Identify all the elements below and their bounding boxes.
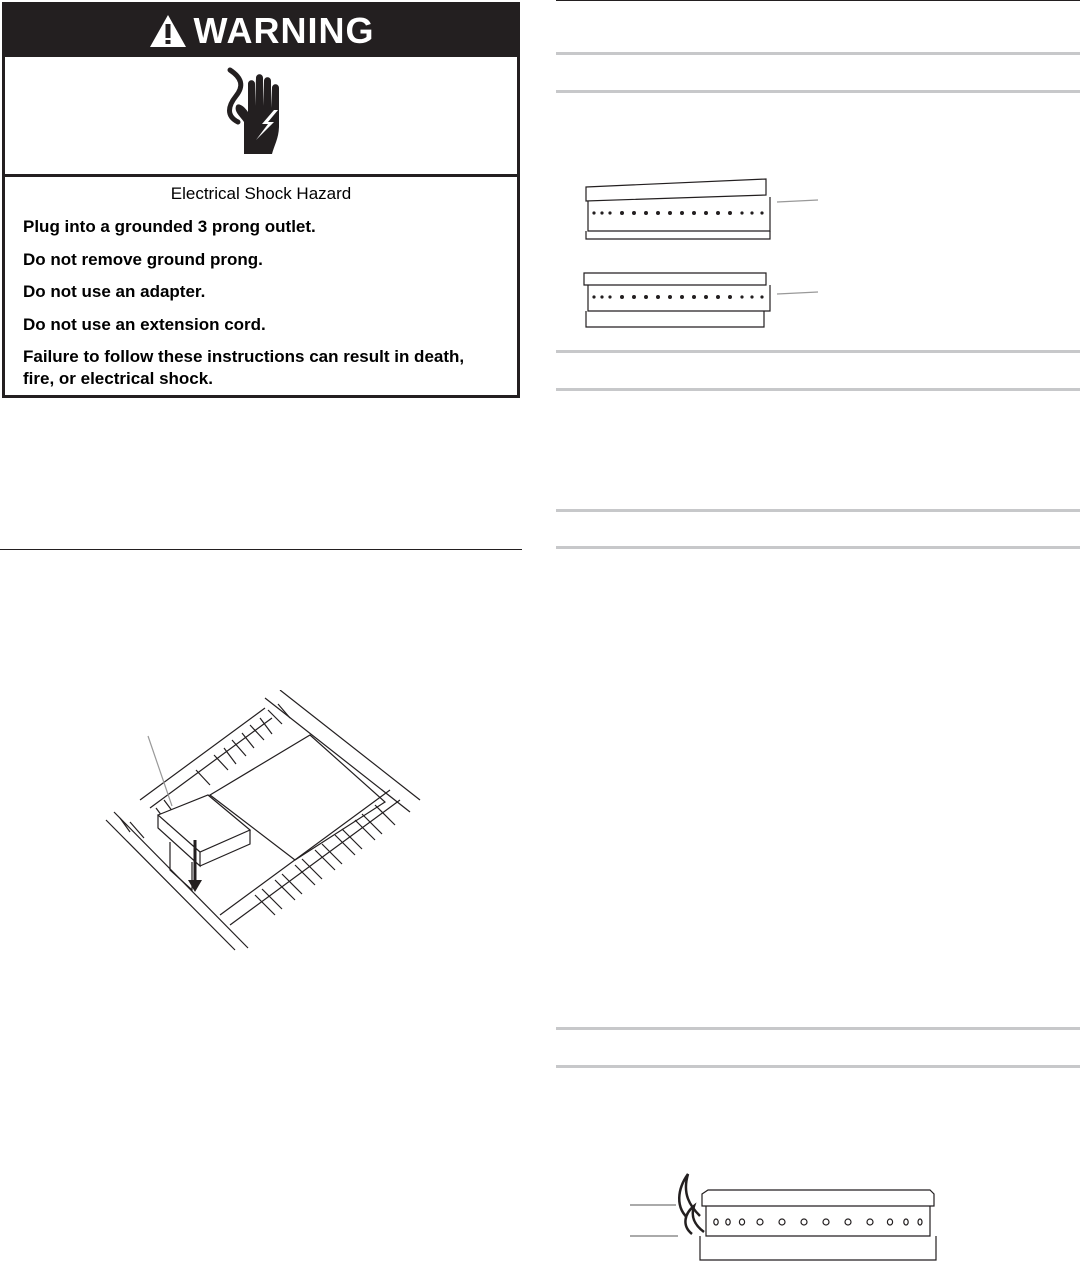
warning-header (5, 5, 517, 57)
burner-cap-placement-illustration (100, 690, 440, 955)
section-rule (556, 546, 1080, 549)
section-rule (556, 52, 1080, 55)
instruction-no-adapter: Do not use an adapter. (23, 282, 206, 301)
instruction-grounded-outlet: Plug into a grounded 3 prong outlet. (23, 217, 316, 236)
electrical-shock-hand-icon (216, 66, 306, 166)
aligned-burner-cap (584, 273, 818, 327)
burner-flame-illustration (630, 1170, 940, 1264)
section-rule (556, 350, 1080, 353)
warning-body (5, 177, 517, 395)
section-rule (556, 388, 1080, 391)
instruction-no-extension-cord: Do not use an extension cord. (23, 315, 266, 334)
burner-cap-alignment-illustration (580, 175, 830, 335)
misaligned-burner-cap (586, 179, 818, 239)
section-rule (556, 1065, 1080, 1068)
warning-header-text: WARNING (193, 10, 375, 51)
section-rule (556, 509, 1080, 512)
hazard-title: Electrical Shock Hazard (170, 184, 352, 203)
electrical-shock-warning (2, 2, 520, 398)
section-rule (556, 1027, 1080, 1030)
section-rule (556, 90, 1080, 93)
top-divider (556, 0, 1080, 1)
consequence-line-2: fire, or electrical shock. (23, 369, 213, 388)
instruction-ground-prong: Do not remove ground prong. (23, 250, 263, 269)
warning-triangle-icon (148, 13, 188, 49)
section-divider (0, 549, 522, 550)
hazard-pictogram-area (5, 57, 517, 177)
consequence-line-1: Failure to follow these instructions can result in death, (23, 347, 465, 366)
